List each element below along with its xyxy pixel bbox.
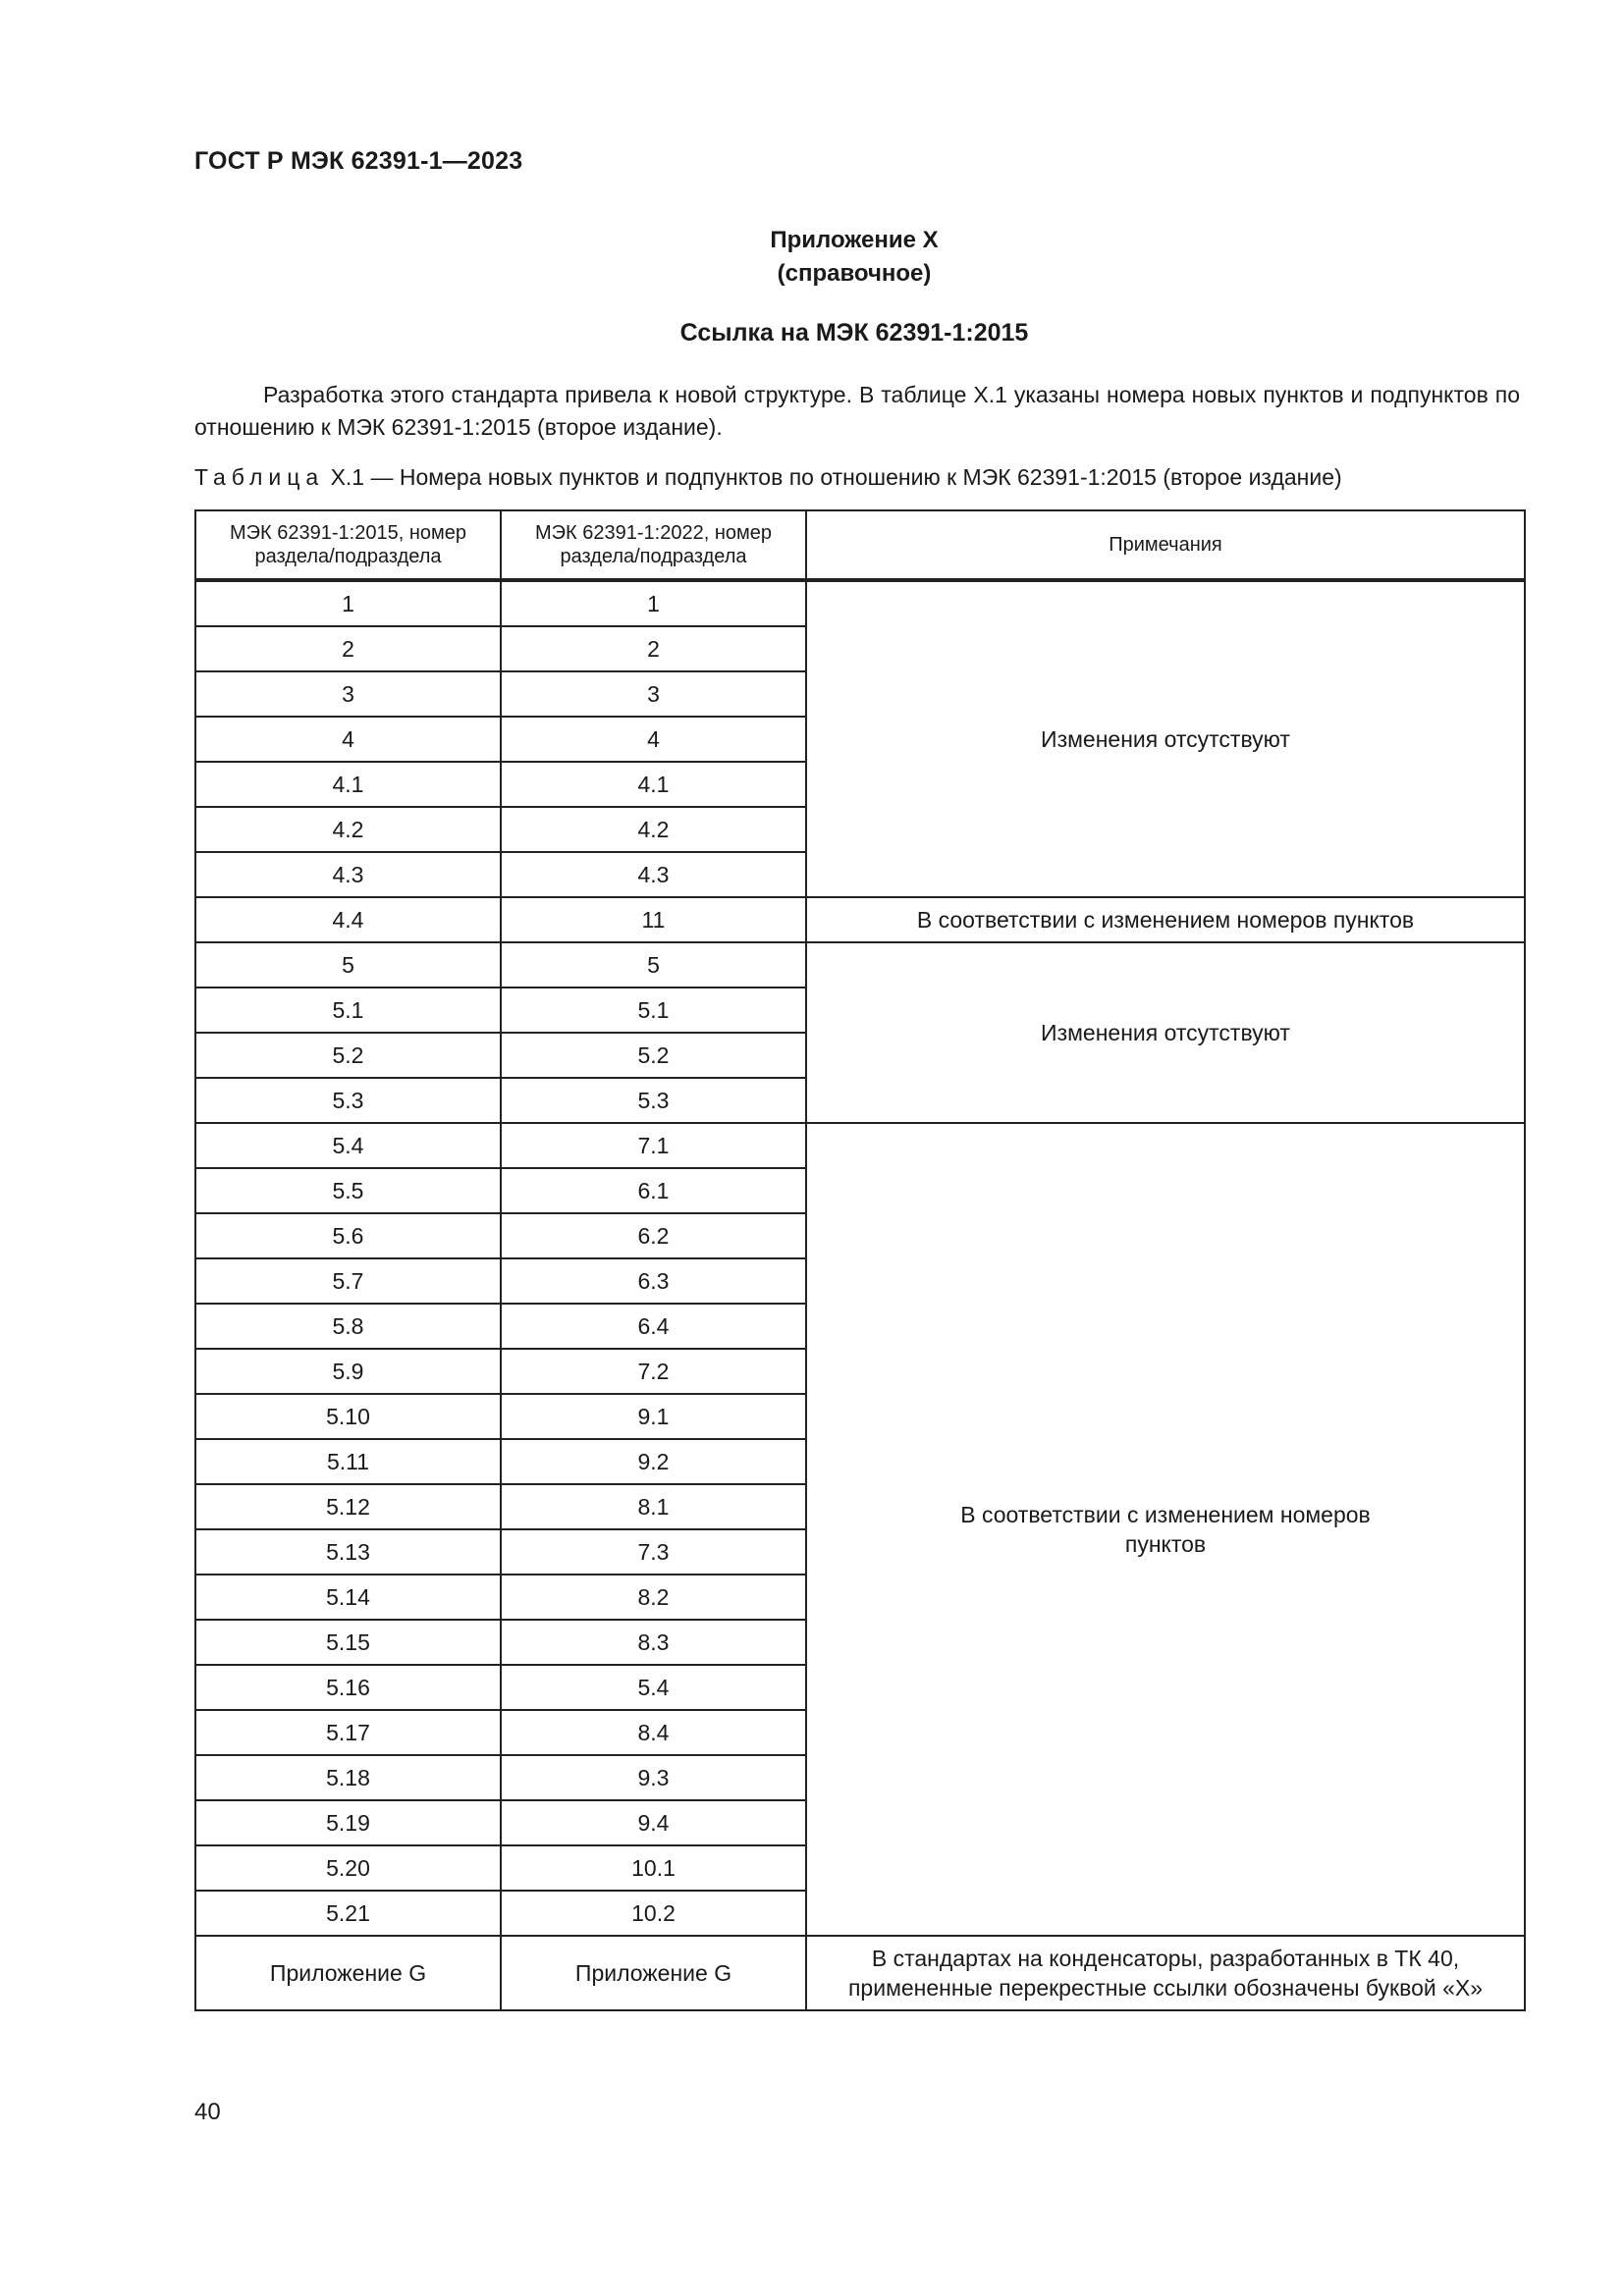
old-clause-cell: 5.19	[195, 1800, 501, 1845]
table-caption	[194, 464, 1342, 491]
new-clause-cell: 7.3	[501, 1529, 806, 1575]
note-cell	[806, 1123, 1525, 1936]
table-caption-text: X.1 — Номера новых пунктов и подпунктов по отношению к МЭК 62391-1:2015 (второе издание)	[330, 464, 1342, 490]
old-clause-cell: 5.15	[195, 1620, 501, 1665]
new-clause-cell: 5.3	[501, 1078, 806, 1123]
old-clause-cell: 3	[195, 671, 501, 717]
new-clause-cell: 8.2	[501, 1575, 806, 1620]
old-clause-cell: 5.21	[195, 1891, 501, 1936]
new-clause-cell: Приложение G	[501, 1936, 806, 2010]
old-clause-cell: 4.1	[195, 762, 501, 807]
old-clause-cell: 5.1	[195, 988, 501, 1033]
new-clause-cell: 5.1	[501, 988, 806, 1033]
new-clause-cell: 2	[501, 626, 806, 671]
new-clause-cell: 5	[501, 942, 806, 988]
column-header-new: МЭК 62391-1:2022, номер раздела/подраздела	[501, 510, 806, 580]
old-clause-cell: 5.2	[195, 1033, 501, 1078]
new-clause-cell: 9.3	[501, 1755, 806, 1800]
note-cell: В соответствии с изменением номеров пунктов	[806, 897, 1525, 942]
new-clause-cell: 9.2	[501, 1439, 806, 1484]
appendix-heading	[0, 224, 1624, 291]
table-row	[195, 580, 1525, 626]
new-clause-cell: 10.2	[501, 1891, 806, 1936]
old-clause-cell: 5.14	[195, 1575, 501, 1620]
new-clause-cell: 4.2	[501, 807, 806, 852]
new-clause-cell: 1	[501, 580, 806, 626]
table-caption-prefix: Таблица	[194, 464, 325, 490]
old-clause-cell: 5.18	[195, 1755, 501, 1800]
old-clause-cell: 5.11	[195, 1439, 501, 1484]
old-clause-cell: 5.3	[195, 1078, 501, 1123]
intro-text: Разработка этого стандарта привела к новой структуре. В таблице X.1 указаны номера новых пунктов и подпунктов по отношению к МЭК 62391-1:2015 (второе издание).	[194, 382, 1520, 440]
old-clause-cell: 4.4	[195, 897, 501, 942]
new-clause-cell: 3	[501, 671, 806, 717]
new-clause-cell: 6.1	[501, 1168, 806, 1213]
new-clause-cell: 8.3	[501, 1620, 806, 1665]
appendix-title: Ссылка на МЭК 62391-1:2015	[679, 319, 1029, 347]
new-clause-cell: 7.2	[501, 1349, 806, 1394]
new-clause-cell: 9.1	[501, 1394, 806, 1439]
document-header: ГОСТ Р МЭК 62391-1—2023	[194, 147, 523, 175]
note-cell: В стандартах на конденсаторы, разработанных в ТК 40, примененные перекрестные ссылки обозначены буквой «X»	[806, 1936, 1525, 2010]
new-clause-cell: 6.4	[501, 1304, 806, 1349]
old-clause-cell: 5.9	[195, 1349, 501, 1394]
appendix-label: Приложение X	[770, 227, 939, 253]
appendix-type: (справочное)	[777, 260, 932, 287]
old-clause-cell: 5.4	[195, 1123, 501, 1168]
old-clause-cell: 5.16	[195, 1665, 501, 1710]
new-clause-cell: 10.1	[501, 1845, 806, 1891]
old-clause-cell: 5.7	[195, 1258, 501, 1304]
new-clause-cell: 8.4	[501, 1710, 806, 1755]
old-clause-cell: 5.6	[195, 1213, 501, 1258]
old-clause-cell: 2	[195, 626, 501, 671]
old-clause-cell: Приложение G	[195, 1936, 501, 2010]
old-clause-cell: 5.5	[195, 1168, 501, 1213]
new-clause-cell: 5.2	[501, 1033, 806, 1078]
new-clause-cell: 8.1	[501, 1484, 806, 1529]
new-clause-cell: 9.4	[501, 1800, 806, 1845]
old-clause-cell: 5	[195, 942, 501, 988]
new-clause-cell: 7.1	[501, 1123, 806, 1168]
old-clause-cell: 5.13	[195, 1529, 501, 1575]
note-cell: Изменения отсутствуют	[806, 942, 1525, 1123]
new-clause-cell: 4.1	[501, 762, 806, 807]
table-row	[195, 1123, 1525, 1168]
table-row	[195, 897, 1525, 942]
new-clause-cell: 11	[501, 897, 806, 942]
new-clause-cell: 6.3	[501, 1258, 806, 1304]
table-header-row	[195, 510, 1525, 580]
old-clause-cell: 5.10	[195, 1394, 501, 1439]
intro-paragraph	[194, 379, 1520, 444]
table-row	[195, 1936, 1525, 2010]
old-clause-cell: 1	[195, 580, 501, 626]
old-clause-cell: 5.20	[195, 1845, 501, 1891]
column-header-old: МЭК 62391-1:2015, номер раздела/подраздела	[195, 510, 501, 580]
new-clause-cell: 4.3	[501, 852, 806, 897]
old-clause-cell: 5.8	[195, 1304, 501, 1349]
old-clause-cell: 4.2	[195, 807, 501, 852]
note-text: В соответствии с изменением номеров пунктов	[960, 1502, 1371, 1557]
table-row	[195, 942, 1525, 988]
new-clause-cell: 5.4	[501, 1665, 806, 1710]
old-clause-cell: 4	[195, 717, 501, 762]
old-clause-cell: 4.3	[195, 852, 501, 897]
new-clause-cell: 6.2	[501, 1213, 806, 1258]
note-cell: Изменения отсутствуют	[806, 580, 1525, 897]
old-clause-cell: 5.17	[195, 1710, 501, 1755]
renumbering-table	[194, 509, 1526, 2011]
old-clause-cell: 5.12	[195, 1484, 501, 1529]
new-clause-cell: 4	[501, 717, 806, 762]
page-number: 40	[194, 2099, 221, 2125]
column-header-notes: Примечания	[806, 510, 1525, 580]
